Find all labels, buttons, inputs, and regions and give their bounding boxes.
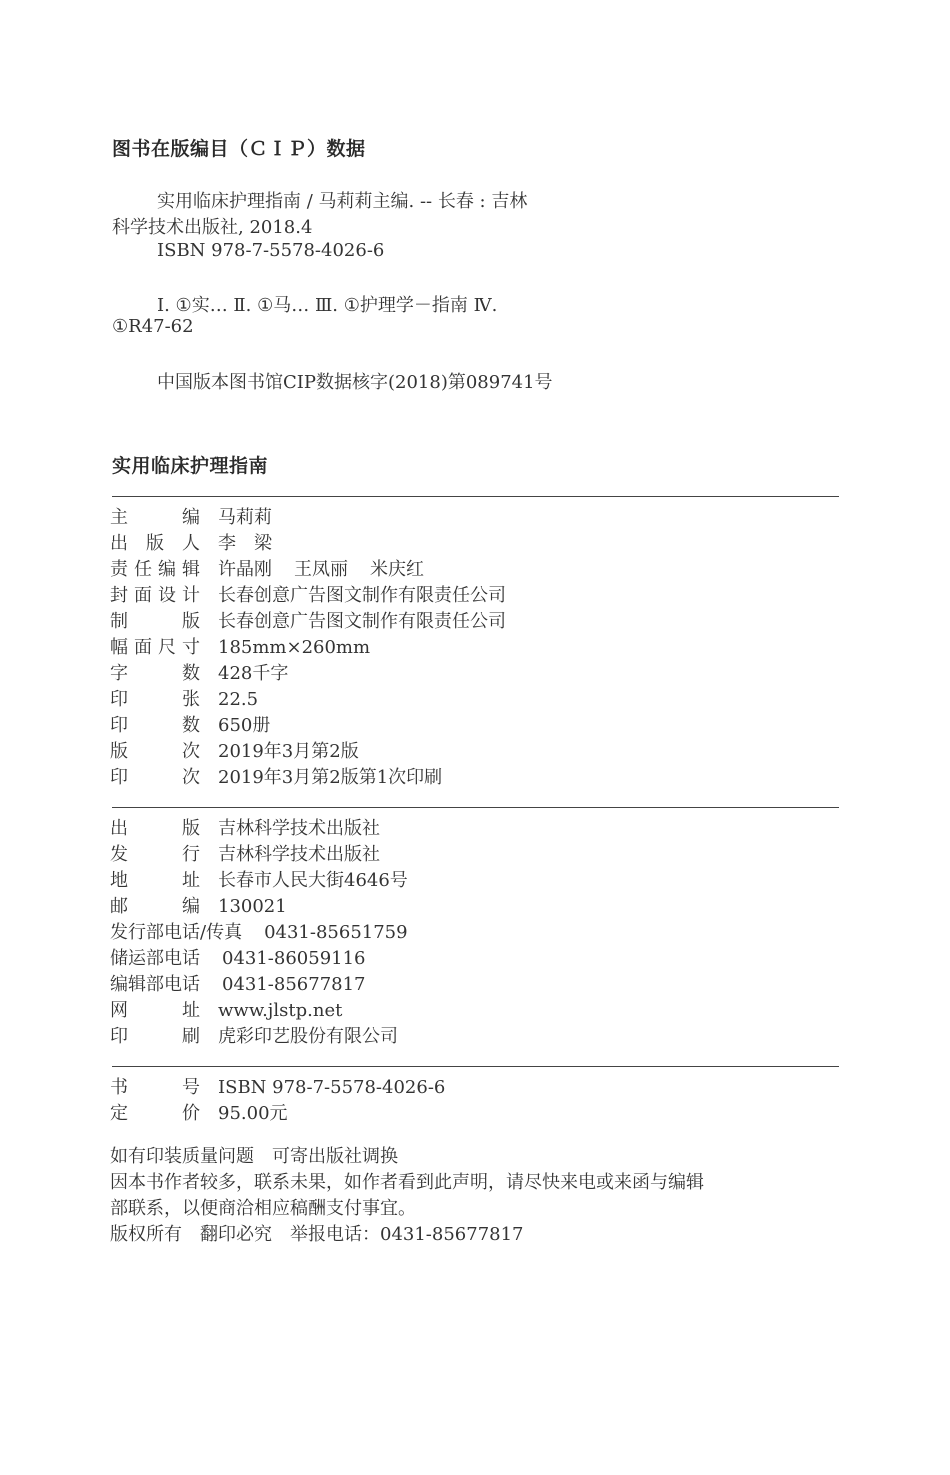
credit-value: 2019年3月第2版: [218, 741, 359, 762]
credit-row: [110, 739, 359, 765]
divider-top: [112, 496, 839, 497]
credit-value: 长春创意广告图文制作有限责任公司: [218, 585, 506, 606]
publisher-row: [110, 1024, 398, 1050]
book-title: 实用临床护理指南: [112, 455, 269, 477]
author-notice-line2: 部联系，以便商洽相应稿酬支付事宜。: [110, 1198, 416, 1219]
publisher-label: 出版: [110, 818, 200, 839]
editor-name: 王凤丽: [294, 559, 348, 580]
divider-bottom: [112, 1066, 839, 1067]
publisher-label: 印刷: [110, 1026, 200, 1047]
publisher-label: 发行: [110, 844, 200, 865]
credit-value: 长春创意广告图文制作有限责任公司: [218, 611, 506, 632]
publisher-row: [110, 998, 342, 1024]
credit-row: [110, 531, 272, 557]
divider-middle: [112, 807, 839, 808]
book-info-value: 95.00元: [218, 1103, 288, 1124]
credit-label: 幅面尺寸: [110, 637, 200, 658]
credit-label: 责任编辑: [110, 559, 200, 580]
publisher-label: 发行部电话/传真: [110, 922, 243, 943]
publisher-row: [110, 868, 408, 894]
publisher-value: 长春市人民大街4646号: [218, 870, 408, 891]
credit-label: 印张: [110, 689, 200, 710]
credit-value: 2019年3月第2版第1次印刷: [218, 767, 443, 788]
credit-value: 185mm×260mm: [218, 637, 371, 658]
credit-label: 字数: [110, 663, 200, 684]
editor-name: 许晶刚: [218, 559, 272, 580]
cip-class-number: ①R47-62: [112, 316, 194, 337]
credit-row: [110, 765, 442, 791]
publisher-label: 储运部电话: [110, 948, 200, 969]
publisher-row: [110, 946, 366, 972]
credit-label: 版次: [110, 741, 200, 762]
credit-row: [110, 583, 506, 609]
publisher-value: 吉林科学技术出版社: [218, 818, 380, 839]
credit-label: 制版: [110, 611, 200, 632]
cip-classification-line: Ⅰ. ①实… Ⅱ. ①马… Ⅲ. ①护理学－指南 Ⅳ.: [157, 295, 498, 316]
credit-value: 428千字: [218, 663, 289, 684]
publisher-row: [110, 972, 366, 998]
cip-title-line: 实用临床护理指南 / 马莉莉主编. -- 长春 : 吉林: [157, 191, 528, 212]
credit-label: 印次: [110, 767, 200, 788]
quality-notice: 如有印装质量问题 可寄出版社调换: [110, 1146, 398, 1167]
publisher-row: [110, 842, 380, 868]
credit-value: 李 梁: [218, 533, 272, 554]
publisher-value: 吉林科学技术出版社: [218, 844, 380, 865]
credit-label: 封面设计: [110, 585, 200, 606]
book-info-label: 定价: [110, 1103, 200, 1124]
credit-row: [110, 661, 288, 687]
publisher-label: 地址: [110, 870, 200, 891]
credit-value: 650册: [218, 715, 271, 736]
author-notice-line1: 因本书作者较多，联系未果，如作者看到此声明，请尽快来电或来函与编辑: [110, 1172, 704, 1193]
book-info-row: [110, 1075, 445, 1101]
credit-value: 马莉莉: [218, 507, 272, 528]
credit-row: [110, 609, 506, 635]
publisher-value: www.jlstp.net: [218, 1000, 343, 1021]
publisher-value: 0431-85651759: [264, 922, 408, 943]
publisher-value: 0431-86059116: [222, 948, 366, 969]
credit-row: [110, 687, 258, 713]
publisher-row: [110, 920, 408, 946]
publisher-value: 0431-85677817: [222, 974, 366, 995]
book-info-label: 书号: [110, 1077, 200, 1098]
credit-label: 主编: [110, 507, 200, 528]
book-info-row: [110, 1101, 288, 1127]
credit-label: 印数: [110, 715, 200, 736]
credit-row: [110, 635, 370, 661]
book-info-value: ISBN 978-7-5578-4026-6: [218, 1077, 446, 1098]
cip-isbn-line: ISBN 978-7-5578-4026-6: [157, 240, 385, 261]
publisher-label: 网址: [110, 1000, 200, 1021]
cip-heading: 图书在版编目（ＣＩＰ）数据: [112, 138, 366, 160]
credit-row: [110, 505, 272, 531]
credit-value: 22.5: [218, 689, 259, 710]
publisher-value: 130021: [218, 896, 287, 917]
cip-record-number: 中国版本图书馆CIP数据核字(2018)第089741号: [157, 372, 553, 393]
publisher-row: [110, 816, 380, 842]
cip-publisher-line: 科学技术出版社, 2018.4: [112, 217, 313, 238]
credit-label: 出版人: [110, 533, 200, 554]
copyright-notice: 版权所有 翻印必究 举报电话：0431-85677817: [110, 1224, 524, 1245]
editor-name: 米庆红: [370, 559, 424, 580]
publisher-label: 编辑部电话: [110, 974, 200, 995]
publisher-label: 邮编: [110, 896, 200, 917]
publisher-value: 虎彩印艺股份有限公司: [218, 1026, 398, 1047]
credit-row: [110, 713, 270, 739]
publisher-row: [110, 894, 287, 920]
credit-row: [110, 557, 424, 583]
credit-value: [218, 557, 424, 583]
